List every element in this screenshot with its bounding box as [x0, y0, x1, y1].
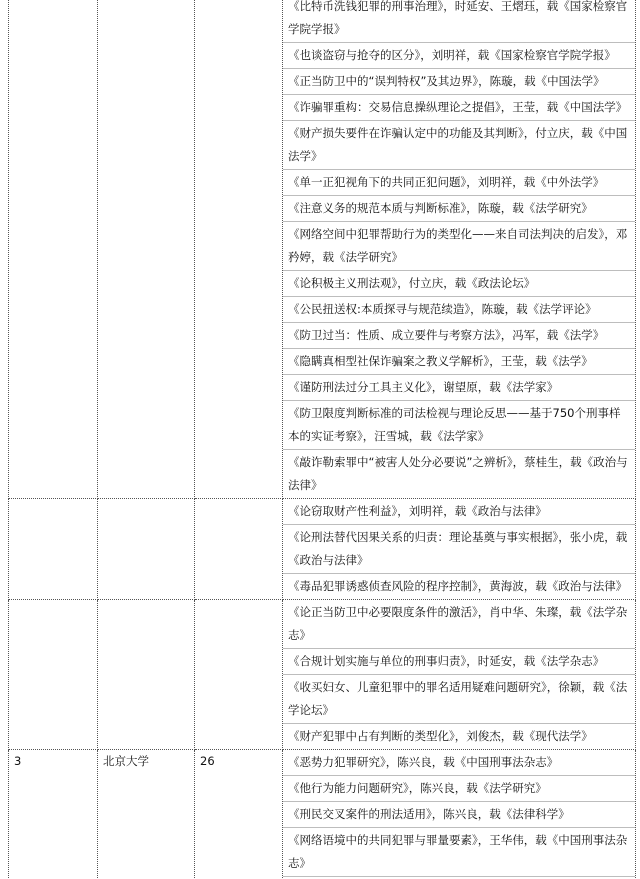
rank-cell: 3: [9, 750, 98, 879]
count-cell: [195, 0, 283, 499]
list-item: 《谨防刑法过分工具主义化》，谢望原，载《法学家》: [283, 374, 635, 400]
list-item: 《财产损失要件在诈骗认定中的功能及其判断》，付立庆，载《中国法学》: [283, 120, 635, 169]
table-row: [9, 499, 636, 600]
list-item: 《论窃取财产性利益》，刘明祥，载《政治与法律》: [288, 504, 547, 518]
list-item: 《恶势力犯罪研究》，陈兴良，载《中国刑事法杂志》: [288, 755, 559, 769]
institution-cell: [98, 499, 195, 600]
institution-cell: [98, 0, 195, 499]
papers-cell: [283, 600, 636, 750]
list-item: 《也谈盗窃与抢夺的区分》，刘明祥，载《国家检察官学院学报》: [283, 42, 635, 68]
papers-cell: [283, 0, 636, 499]
list-item: 《防卫过当：性质、成立要件与考察方法》，冯军，载《法学》: [283, 322, 635, 348]
list-item: 《论正当防卫中必要限度条件的激活》，肖中华、朱璨，载《法学杂志》: [288, 605, 628, 642]
count-cell: 26: [195, 750, 283, 879]
list-item: 《隐瞒真相型社保诈骗案之教义学解析》，王莹，载《法学》: [283, 348, 635, 374]
count-cell: [195, 499, 283, 600]
list-item: 《财产犯罪中占有判断的类型化》，刘俊杰，载《现代法学》: [283, 723, 635, 749]
institution-cell: 北京大学: [98, 750, 195, 879]
list-item: 《比特币洗钱犯罪的刑事治理》，时延安、王熠珏，载《国家检察官学院学报》: [288, 0, 628, 36]
list-item: 《网络空间中犯罪帮助行为的类型化——来自司法判决的启发》，邓矜婷，载《法学研究》: [283, 221, 635, 270]
list-item: 《单一正犯视角下的共同正犯问题》，刘明祥，载《中外法学》: [283, 169, 635, 195]
list-item: 《注意义务的规范本质与判断标准》，陈璇，载《法学研究》: [283, 195, 635, 221]
list-item: 《正当防卫中的“误判特权”及其边界》，陈璇，载《中国法学》: [283, 68, 635, 94]
count-cell: [195, 600, 283, 750]
list-item: 《刑民交叉案件的刑法适用》，陈兴良，载《法律科学》: [283, 801, 635, 827]
table-row: [9, 600, 636, 750]
institution-cell: [98, 600, 195, 750]
list-item: 《毒品犯罪诱惑侦查风险的程序控制》，黄海波，载《政治与法律》: [283, 573, 635, 599]
list-item: 《防卫限度判断标准的司法检视与理论反思——基于750个刑事样本的实证考察》，汪雪城，载《法学家》: [283, 400, 635, 449]
list-item: 《论刑法替代因果关系的归责：理论基奠与事实根据》，张小虎，载《政治与法律》: [283, 524, 635, 573]
rank-cell: [9, 0, 98, 499]
list-item: 《收买妇女、儿童犯罪中的罪名适用疑难问题研究》，徐颖，载《法学论坛》: [283, 674, 635, 723]
list-item: 《他行为能力问题研究》，陈兴良，载《法学研究》: [283, 775, 635, 801]
list-item: 《论积极主义刑法观》，付立庆，载《政法论坛》: [283, 270, 635, 296]
list-item: 《合规计划实施与单位的刑事归责》，时延安，载《法学杂志》: [283, 648, 635, 674]
rank-cell: [9, 600, 98, 750]
list-item: 《诈骗罪重构：交易信息操纵理论之提倡》，王莹，载《中国法学》: [283, 94, 635, 120]
rank-cell: [9, 499, 98, 600]
list-item: 《敲诈勒索罪中“被害人处分必要说”之辨析》，蔡桂生，载《政治与法律》: [283, 449, 635, 498]
table-row: [9, 0, 636, 499]
papers-cell: [283, 499, 636, 600]
papers-cell: [283, 750, 636, 879]
publication-table: [8, 0, 636, 879]
list-item: 《公民扭送权:本质探寻与规范续造》，陈璇，载《法学评论》: [283, 296, 635, 322]
list-item: 《网络语境中的共同犯罪与罪量要素》，王华伟，载《中国刑事法杂志》: [283, 827, 635, 876]
table-row: [9, 750, 636, 879]
